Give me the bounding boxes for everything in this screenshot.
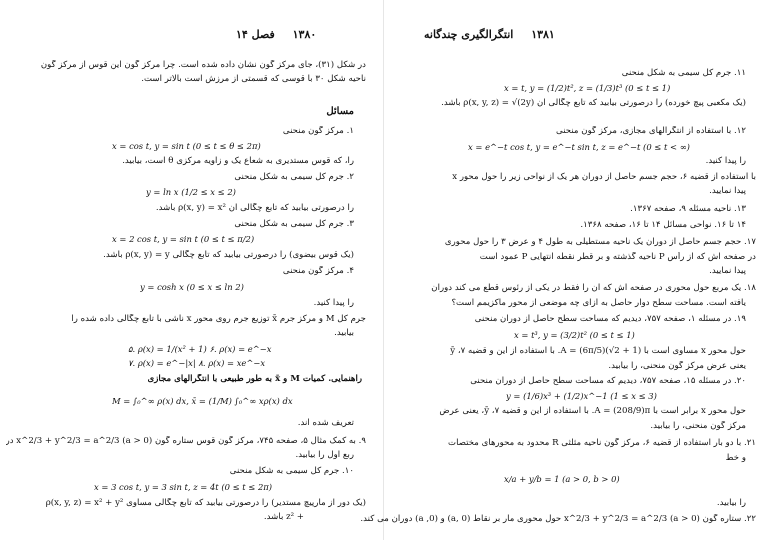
hint-line: راهنمایی. کمیات M و x̄ به طور طبیعی با انتگرالهای مجازی [147, 374, 362, 384]
formula: x = e^−t cos t, y = e^−t sin t, z = e^−t (0 ≤ t < ∞) [468, 142, 690, 152]
text-line: پیدا نمایید. [709, 186, 746, 196]
problem-line: ۲۰. در مسئله ۱۵، صفحه ۷۵۷، دیدیم که مساحت سطح حاصل از دوران منحنی [470, 376, 746, 386]
left-page-header [236, 28, 330, 41]
formula: x = t³, y = (3/2)t² (0 ≤ t ≤ 1) [514, 330, 635, 340]
problem-line: ۱۱. جرم کل سیمی به شکل منحنی [621, 68, 746, 78]
formula: x = t, y = (1/2)t², z = (1/3)t³ (0 ≤ t ≤ 1) [504, 83, 671, 93]
text-line: یافته است. مساحت سطح دوار حاصل به ازای چه موضعی از محور ماکزیمم است؟ [451, 298, 746, 308]
text-line: (یک دور از مارپیچ مستدیر) را درصورتی بیابید که تابع چگالی مساوی ρ(x, y, z) = x² + y² [45, 498, 366, 508]
formula: x = cos t, y = sin t (0 ≤ t ≤ θ ≤ 2π) [112, 141, 261, 151]
text-line: ناحیه شکل ۳۰ با قوسی که قسمتی از مرزش است بالاتر است. [141, 74, 366, 84]
problem-line: ۳. جرم کل سیمی به شکل منحنی [234, 219, 354, 229]
problem-line: ۱۴ تا ۱۶. نواحی مسائل ۱۴ تا ۱۶، صفحه ۱۳۶۸. [580, 220, 746, 230]
problem-line: ۱۰. جرم کل سیمی به شکل منحنی [229, 466, 354, 476]
text-line: تعریف شده اند. [297, 418, 354, 428]
text-line: حول محور x برابر است با A = (208/9)π. با استفاده از این و قضیه ۷، ȳ، یعنی عرض [439, 406, 746, 416]
left-page-chapter: فصل ۱۴ [236, 28, 275, 41]
text-line: در شکل (۳۱)، جای مرکز گون نشان داده شده است. چرا مرکز گون این قوس از مرکز گون [40, 60, 366, 70]
right-page-header [424, 28, 569, 41]
formula: x = 2 cos t, y = sin t (0 ≤ t ≤ π/2) [112, 234, 255, 244]
problem-line: ۱۸. یک مربع حول محوری در صفحه اش که آن را فقط در یکی از رئوس قطع می کند دوران [431, 283, 756, 293]
text-line: را پیدا کنید. [705, 156, 746, 166]
formula: y = (1/6)x³ + (1/2)x^−1 (1 ≤ x ≤ 3) [506, 391, 657, 401]
text-line: و خط [725, 453, 746, 463]
text-line: جرم کل M و مرکز جرم x̄ توزیع جرم روی محور x ناشی با تابع چگالی داده شده را [71, 314, 366, 324]
text-line: را بیابید. [716, 498, 746, 508]
formula: M = ∫₀^∞ ρ(x) dx, x̄ = (1/M) ∫₀^∞ xρ(x) dx [112, 396, 293, 406]
text-line: با استفاده از قضیه ۶، حجم جسم حاصل از دوران هر یک از نواحی زیر را حول محور x [452, 172, 756, 182]
text-line: در صفحه اش که از رأس P ناحیه گذشته و بر قطر نقطه انتهایی P عمود است [479, 252, 756, 262]
formula: ۷. ρ(x) = e^−|x| ۸. ρ(x) = xe^−x [128, 358, 266, 368]
text-line: را، که قوس مستدیری به شعاع یک و زاویه مرکزی θ است، بیابید. [122, 156, 354, 166]
left-page-number: ۱۳۸۰ [292, 28, 317, 41]
problem-line: ۴. مرکز گون منحنی [282, 266, 354, 276]
text-line: حول محور x مساوی است با A = (6π/5)(√2 + 1). با استفاده از این و قضیه ۷، ȳ [450, 346, 746, 356]
text-line: بیابید. [334, 328, 354, 338]
problem-line: ۱۷. حجم جسم حاصل از دوران یک ناحیه مستطیلی به طول ۴ و عرض ۳ را حول محوری [444, 237, 756, 247]
right-page-number: ۱۳۸۱ [531, 28, 555, 41]
problem-line: ۱۹. در مسئله ۱، صفحه ۷۵۷، دیدیم که مساحت سطح حاصل از دوران منحنی [474, 314, 746, 324]
problem-line: ۱۳. ناحیه مسئله ۹، صفحه ۱۳۶۷. [630, 204, 746, 214]
problem-line: ۱۲. با استفاده از انتگرالهای مجازی، مرکز گون منحنی [556, 126, 746, 136]
right-page [360, 0, 768, 540]
problem-line: ۲. جرم کل سیمی به شکل منحنی [234, 172, 354, 182]
section-heading: مسائل [326, 106, 354, 117]
text-line: پیدا نمایید. [709, 266, 746, 276]
problem-line: ۹. به کمک مثال ۵، صفحه ۷۴۵، مرکز گون قوس ستاره گون x^2/3 + y^2/3 = a^2/3 (a > 0) در [5, 436, 366, 446]
formula: y = cosh x (0 ≤ x ≤ ln 2) [140, 282, 244, 292]
problem-line: ۱. مرکز گون منحنی [282, 126, 354, 136]
text-line: را پیدا کنید. [313, 298, 354, 308]
formula: ۵. ρ(x) = 1/(x² + 1) ۶. ρ(x) = e^−x [128, 344, 272, 354]
text-line: + z² باشد. [263, 512, 304, 522]
text-line: (یک مکعبی پیچ خورده) را درصورتی بیابید که تابع چگالی آن ρ(x, y, z) = √(2y) باشد. [441, 98, 746, 108]
problem-line: ۲۲. ستاره گون x^2/3 + y^2/3 = a^2/3 (a > 0) حول محوری مار بر نقاط (a, 0) و (0, a) دوران می کند. [360, 514, 756, 524]
text-line: یعنی عرض مرکز گون منحنی، را بیابید. [608, 361, 746, 371]
text-line: مرکز گون منحنی، را بیابید. [650, 421, 746, 431]
text-line: را درصورتی بیابید که تابع چگالی آن ρ(x, y) = x² باشد. [155, 203, 354, 213]
problem-line: ۲۱. با دو بار استفاده از قضیه ۶، مرکز گون ناحیه مثلثی R محدود به محورهای مختصات [448, 438, 756, 448]
right-page-chapter: انتگرالگیری چندگانه [424, 28, 514, 41]
formula: x/a + y/b = 1 (a > 0, b > 0) [504, 474, 620, 484]
text-line: (یک قوس بیضوی) را درصورتی بیابید که تابع چگالی ρ(x, y) = y باشد. [103, 250, 354, 260]
text-line: ربع اول را بیابید. [295, 450, 354, 460]
formula: y = ln x (1/2 ≤ x ≤ 2) [146, 187, 236, 197]
formula: x = 3 cos t, y = 3 sin t, z = 4t (0 ≤ t ≤ 2π) [94, 482, 273, 492]
